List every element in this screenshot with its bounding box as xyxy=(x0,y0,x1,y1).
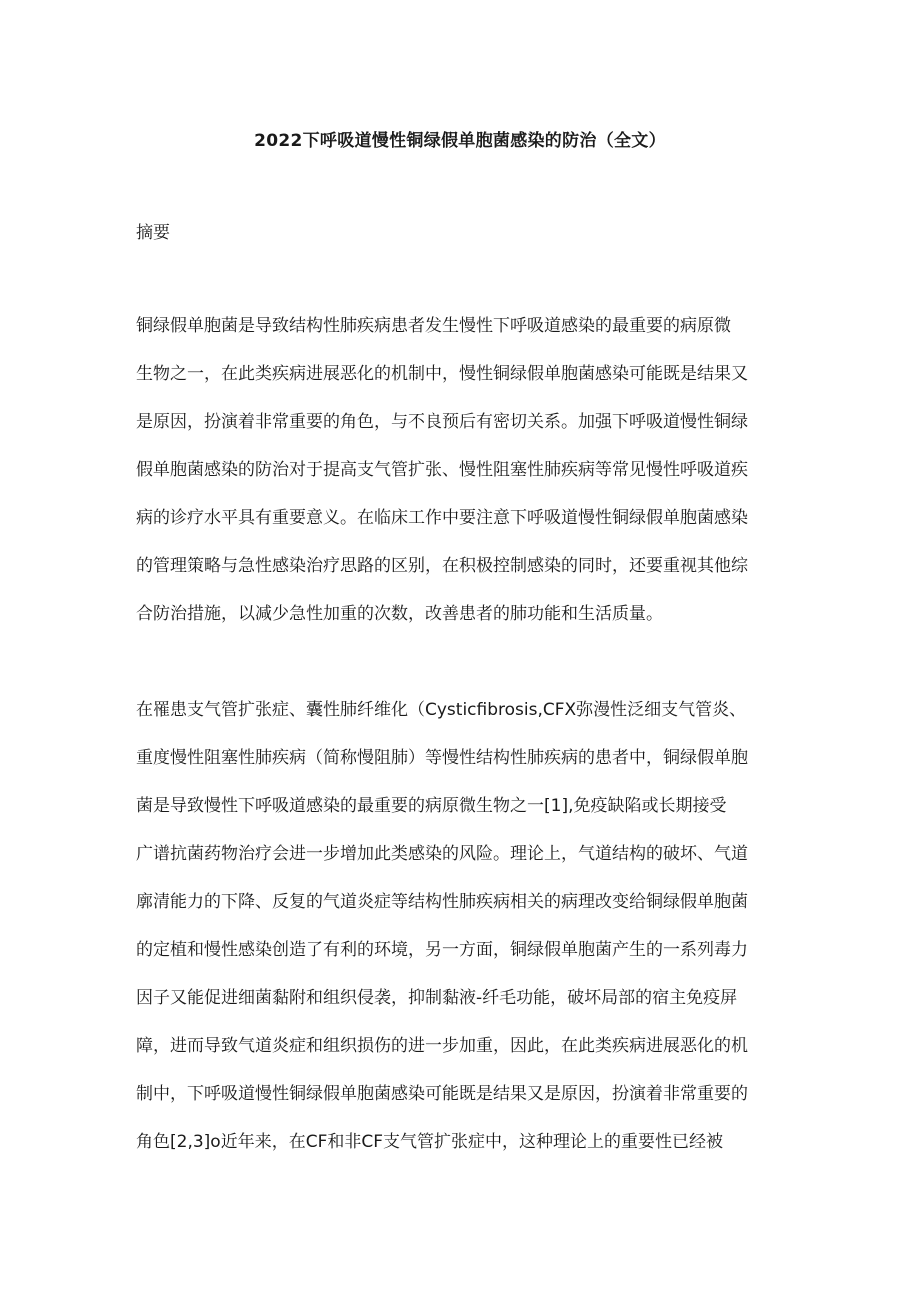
text-line: 重度慢性阻塞性肺疾病（简称慢阻肺）等慢性结构性肺疾病的患者中，铜绿假单胞 xyxy=(136,748,748,768)
text-line: 的定植和慢性感染创造了有利的环境，另一方面，铜绿假单胞菌产生的一系列毒力 xyxy=(136,940,748,960)
text-line: 病的诊疗水平具有重要意义。在临床工作中要注意下呼吸道慢性铜绿假单胞菌感染 xyxy=(136,508,748,528)
text-line: 制中，下呼吸道慢性铜绿假单胞菌感染可能既是结果又是原因，扮演着非常重要的 xyxy=(136,1084,748,1104)
text-line: 在罹患支气管扩张症、囊性肺纤维化（Cysticfibrosis,CFX弥漫性泛细支气管炎、 xyxy=(136,700,747,720)
text-line: 合防治措施，以减少急性加重的次数，改善患者的肺功能和生活质量。 xyxy=(136,604,663,624)
text-line: 生物之一，在此类疾病进展恶化的机制中，慢性铜绿假单胞菌感染可能既是结果又 xyxy=(136,364,748,384)
body-paragraph xyxy=(136,698,800,1178)
text-line: 的管理策略与急性感染治疗思路的区别，在积极控制感染的同时，还要重视其他综 xyxy=(136,556,748,576)
text-line: 菌是导致慢性下呼吸道感染的最重要的病原微生物之一[1],免疫缺陷或长期接受 xyxy=(136,796,727,816)
text-line: 廓清能力的下降、反复的气道炎症等结构性肺疾病相关的病理改变给铜绿假单胞菌 xyxy=(136,892,748,912)
text-line: 障，进而导致气道炎症和组织损伤的进一步加重，因此，在此类疾病进展恶化的机 xyxy=(136,1036,748,1056)
text-line: 因子又能促进细菌黏附和组织侵袭，抑制黏液-纤毛功能，破坏局部的宿主免疫屏 xyxy=(136,988,738,1008)
text-line: 假单胞菌感染的防治对于提高支气管扩张、慢性阻塞性肺疾病等常见慢性呼吸道疾 xyxy=(136,460,748,480)
text-line: 广谱抗菌药物治疗会进一步增加此类感染的风险。理论上，气道结构的破坏、气道 xyxy=(136,844,748,864)
text-line: 角色[2,3]o近年来，在CF和非CF支气管扩张症中，这种理论上的重要性已经被 xyxy=(136,1132,723,1152)
abstract-heading: 摘要 xyxy=(136,223,170,243)
text-line: 铜绿假单胞菌是导致结构性肺疾病患者发生慢性下呼吸道感染的最重要的病原微 xyxy=(136,316,731,336)
document-title: 2022下呼吸道慢性铜绿假单胞菌感染的防治（全文） xyxy=(254,131,666,151)
abstract-paragraph xyxy=(136,314,800,650)
text-line: 是原因，扮演着非常重要的角色，与不良预后有密切关系。加强下呼吸道慢性铜绿 xyxy=(136,412,748,432)
